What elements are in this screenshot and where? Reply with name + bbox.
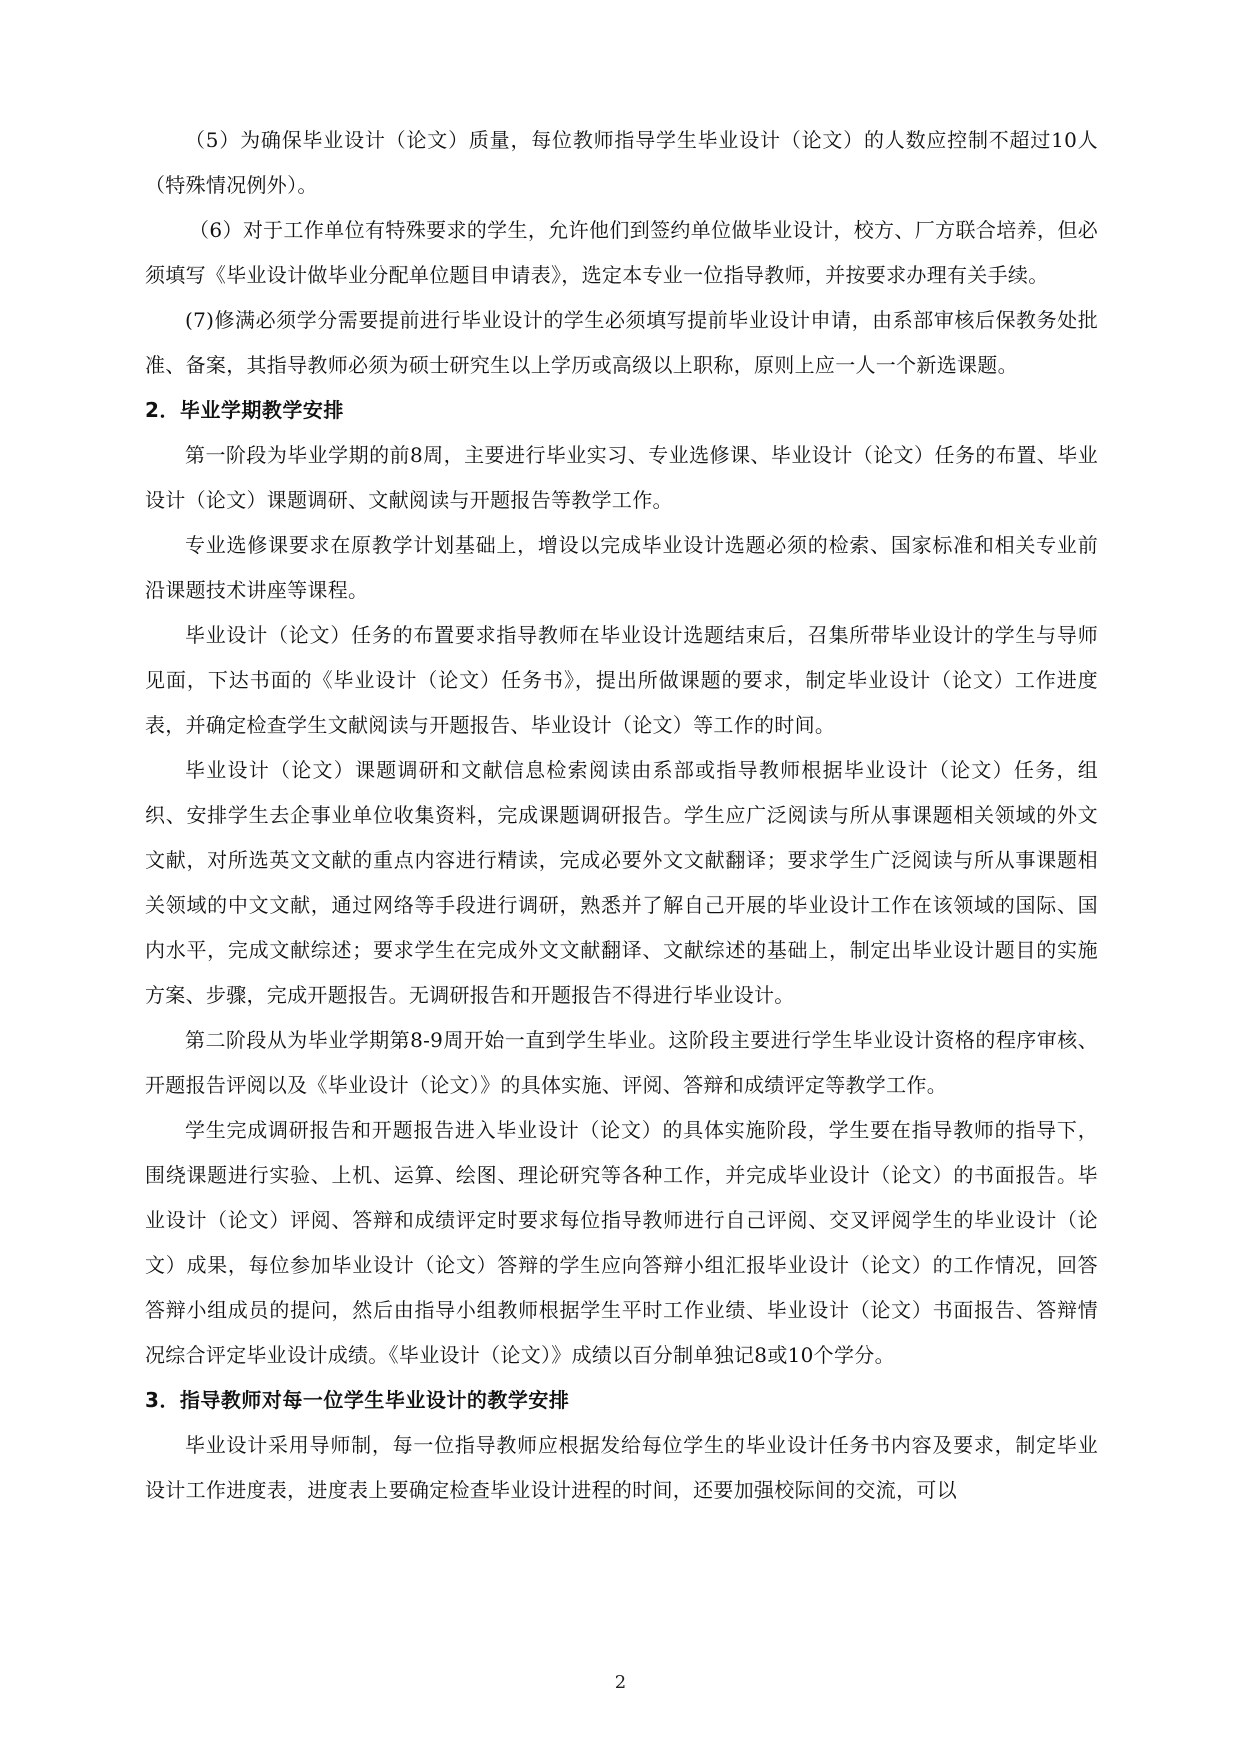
page-number: 2 [614,1672,627,1693]
section-2-paragraph: 毕业设计（论文）课题调研和文献信息检索阅读由系部或指导教师根据毕业设计（论文）任务，组织、安排学生去企事业单位收集资料，完成课题调研报告。学生应广泛阅读与所从事课题相关领域的外文文献，对所选英文文献的重点内容进行精读，完成必要外文文献翻译；要求学生广泛阅读与所从事课题相关领域的中文文献，通过网络等手段进行调研，熟悉并了解自己开展的毕业设计工作在该领域的国际、国内水平，完成文献综述；要求学生在完成外文文献翻译、文献综述的基础上，制定出毕业设计题目的实施方案、步骤，完成开题报告。无调研报告和开题报告不得进行毕业设计。 [145,758,1098,1007]
section-3-paragraph: 毕业设计采用导师制，每一位指导教师应根据发给每位学生的毕业设计任务书内容及要求，制定毕业设计工作进度表，进度表上要确定检查毕业设计进程的时间，还要加强校际间的交流，可以 [145,1433,1098,1502]
section-2-paragraph: 第一阶段为毕业学期的前8周，主要进行毕业实习、专业选修课、毕业设计（论文）任务的布置、毕业设计（论文）课题调研、文献阅读与开题报告等教学工作。 [145,443,1098,512]
paragraph-item-7: (7)修满必须学分需要提前进行毕业设计的学生必须填写提前毕业设计申请，由系部审核后保教务处批准、备案，其指导教师必须为硕士研究生以上学历或高级以上职称，原则上应一人一个新选课题。 [145,308,1098,377]
section-2-paragraph: 学生完成调研报告和开题报告进入毕业设计（论文）的具体实施阶段，学生要在指导教师的指导下，围绕课题进行实验、上机、运算、绘图、理论研究等各种工作，并完成毕业设计（论文）的书面报告。毕业设计（论文）评阅、答辩和成绩评定时要求每位指导教师进行自己评阅、交叉评阅学生的毕业设计（论文）成果，每位参加毕业设计（论文）答辩的学生应向答辩小组汇报毕业设计（论文）的工作情况，回答答辩小组成员的提问，然后由指导小组教师根据学生平时工作业绩、毕业设计（论文）书面报告、答辩情况综合评定毕业设计成绩。《毕业设计（论文）》成绩以百分制单独记8或10个学分。 [145,1118,1098,1367]
section-2-heading: 2．毕业学期教学安排 [145,398,344,422]
paragraph-item-6: （6）对于工作单位有特殊要求的学生，允许他们到签约单位做毕业设计，校方、厂方联合培养，但必须填写《毕业设计做毕业分配单位题目申请表》，选定本专业一位指导教师，并按要求办理有关手续。 [145,218,1098,287]
section-2-paragraph: 毕业设计（论文）任务的布置要求指导教师在毕业设计选题结束后，召集所带毕业设计的学生与导师见面，下达书面的《毕业设计（论文）任务书》，提出所做课题的要求，制定毕业设计（论文）工作进度表，并确定检查学生文献阅读与开题报告、毕业设计（论文）等工作的时间。 [145,623,1098,737]
page-body [145,118,1098,1513]
section-2-paragraph: 专业选修课要求在原教学计划基础上，增设以完成毕业设计选题必须的检索、国家标准和相关专业前沿课题技术讲座等课程。 [145,533,1098,602]
section-3-heading: 3．指导教师对每一位学生毕业设计的教学安排 [145,1388,570,1412]
section-2-paragraph: 第二阶段从为毕业学期第8-9周开始一直到学生毕业。这阶段主要进行学生毕业设计资格的程序审核、开题报告评阅以及《毕业设计（论文）》的具体实施、评阅、答辩和成绩评定等教学工作。 [145,1028,1098,1097]
paragraph-item-5: （5）为确保毕业设计（论文）质量，每位教师指导学生毕业设计（论文）的人数应控制不超过10人（特殊情况例外）。 [145,128,1098,197]
